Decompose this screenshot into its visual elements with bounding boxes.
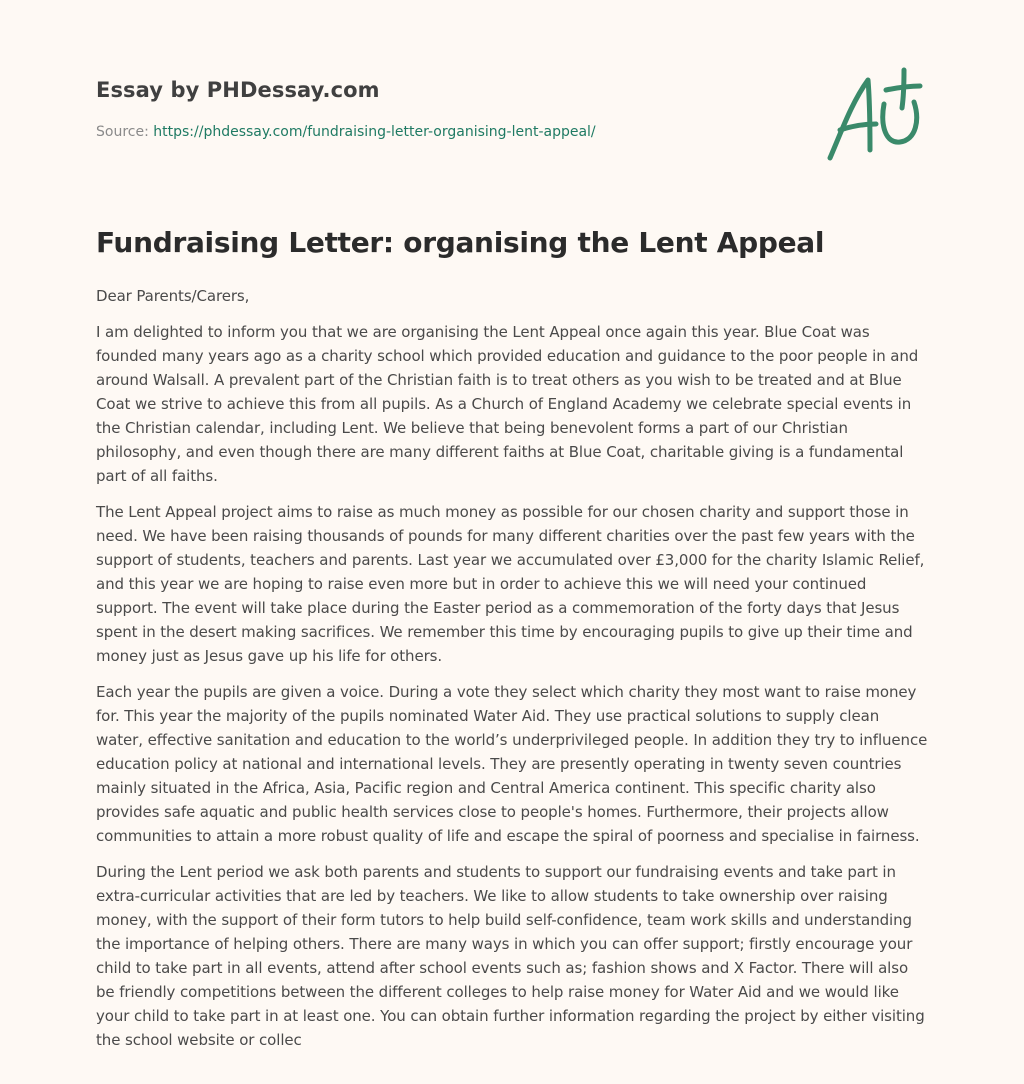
source-label: Source: [96,124,149,140]
source-link[interactable]: https://phdessay.com/fundraising-letter-organising-lent-appeal/ [153,124,596,140]
paragraph: The Lent Appeal project aims to raise as much money as possible for our chosen charity and support those in need. We have been raising thousands of pounds for many different charities over the past few years with the support of students, teachers and parents. Last year we accumulated over £3,000 for the charity Islamic Relief, and this year we are hoping to raise even more but in order to achieve this we will need your continued support. The event will take place during the Easter period as a commemoration of the forty days that Jesus spent in the desert making sacrifices. We remember this time by encouraging pupils to give up their time and money just as Jesus gave up his life for others. [96,503,925,665]
site-brand: Essay by PHDessay.com [96,78,380,102]
source-line [96,124,596,140]
paragraph: During the Lent period we ask both parents and students to support our fundraising events and take part in extra-curricular activities that are led by teachers. We like to allow students to take ownership over raising money, with the support of their form tutors to help build self-confidence, team work skills and understanding the importance of helping others. There are many ways in which you can offer support; firstly encourage your child to take part in all events, attend after school events such as; fashion shows and X Factor. There will also be friendly competitions between the different colleges to help raise money for Water Aid and we would like your child to take part in at least one. You can obtain further information regarding the project by either visiting the school website or collec [96,863,925,1049]
salutation: Dear Parents/Carers, [96,287,250,305]
article-body [96,284,928,1064]
paragraph: I am delighted to inform you that we are organising the Lent Appeal once again this year. Blue Coat was founded many years ago as a charity school which provided education and guidance to the poor people in and around Walsall. A prevalent part of the Christian faith is to treat others as you wish to be treated and at Blue Coat we strive to achieve this from all pupils. As a Church of England Academy we celebrate special events in the Christian calendar, including Lent. We believe that being benevolent forms a part of our Christian philosophy, and even though there are many different faiths at Blue Coat, charitable giving is a fundamental part of all faiths. [96,323,919,485]
article-title: Fundraising Letter: organising the Lent Appeal [96,226,825,259]
paragraph: Each year the pupils are given a voice. During a vote they select which charity they most want to raise money for. This year the majority of the pupils nominated Water Aid. They use practical solutions to supply clean water, effective sanitation and education to the world’s underprivileged people. In addition they try to influence education policy at national and international levels. They are presently operating in twenty seven countries mainly situated in the Africa, Asia, Pacific region and Central America continent. This specific charity also provides safe aquatic and public health services close to people's homes. Furthermore, their projects allow communities to attain a more robust quality of life and escape the spiral of poorness and specialise in fairness. [96,683,928,845]
a-plus-logo-icon [824,64,928,168]
